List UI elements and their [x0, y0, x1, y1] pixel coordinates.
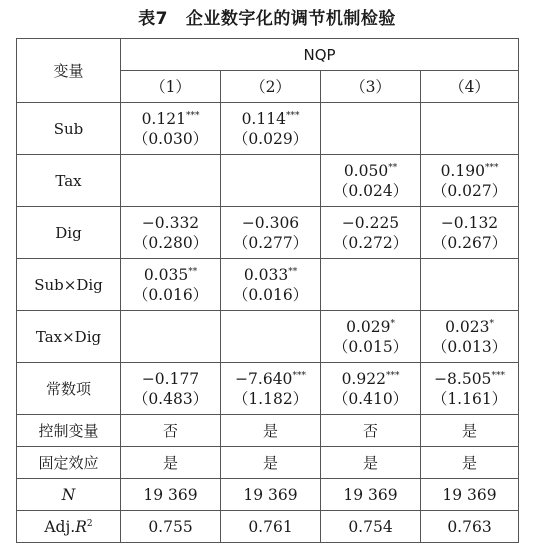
table-row — [17, 207, 519, 259]
cell-value: 是 — [221, 415, 321, 447]
coef-value: 0.190 — [440, 161, 485, 180]
coefficient-cell — [121, 155, 221, 207]
row-label: 常数项 — [17, 363, 121, 415]
table-row — [17, 363, 519, 415]
header-col-4: （4） — [421, 71, 519, 103]
label-sup: 2 — [86, 518, 93, 529]
coef-value: 0.029 — [346, 317, 391, 336]
coefficient-cell — [121, 311, 221, 363]
coefficient-cell — [221, 207, 321, 259]
coef-value: −7.640 — [235, 369, 293, 388]
standard-error: （0.267） — [431, 233, 508, 252]
coefficient-cell — [321, 207, 421, 259]
standard-error: （0.277） — [232, 233, 309, 252]
cell-value: 是 — [121, 447, 221, 479]
coefficient-cell — [321, 363, 421, 415]
row-label: 固定效应 — [17, 447, 121, 479]
coefficient-cell — [221, 103, 321, 155]
table-row — [17, 311, 519, 363]
label-var: R — [75, 517, 87, 536]
standard-error: （0.272） — [332, 233, 409, 252]
cell-value: 是 — [421, 415, 519, 447]
coef-value: 0.050 — [343, 161, 389, 180]
standard-error: （1.182） — [232, 389, 309, 408]
cell-value: 是 — [321, 447, 421, 479]
coefficient-cell — [121, 259, 221, 311]
cell-value: 19 369 — [321, 479, 421, 511]
coef-value: 0.121 — [141, 109, 186, 128]
coef-line — [421, 369, 518, 389]
standard-error: （1.161） — [431, 389, 508, 408]
coefficient-cell — [421, 363, 519, 415]
row-label: Dig — [17, 207, 121, 259]
header-col-2: （2） — [221, 71, 321, 103]
coefficient-cell — [221, 311, 321, 363]
cell-value: 否 — [321, 415, 421, 447]
cell-value: 19 369 — [121, 479, 221, 511]
significance-stars: *** — [285, 110, 300, 121]
coef-line — [421, 317, 518, 337]
standard-error: （0.016） — [232, 285, 309, 304]
coefficient-cell — [221, 259, 321, 311]
coefficient-cell — [421, 311, 519, 363]
coefficient-cell — [121, 363, 221, 415]
coefficient-cell — [421, 155, 519, 207]
coefficient-rows — [17, 103, 519, 415]
coefficient-cell — [321, 311, 421, 363]
coef-line — [321, 213, 420, 233]
row-label: 控制变量 — [17, 415, 121, 447]
coef-value: 0.922 — [341, 369, 386, 388]
table-title — [0, 4, 534, 29]
cell-value: 0.763 — [421, 511, 519, 543]
significance-stars: *** — [385, 370, 400, 381]
significance-stars: *** — [292, 370, 306, 381]
coefficient-cell — [121, 207, 221, 259]
coef-value: 0.114 — [241, 109, 286, 128]
standard-error: （0.483） — [132, 389, 209, 408]
significance-stars: * — [390, 318, 395, 329]
coefficient-cell — [321, 155, 421, 207]
cell-value: 0.761 — [221, 511, 321, 543]
table-caption: 企业数字化的调节机制检验 — [185, 9, 396, 29]
header-variable: 变量 — [17, 39, 121, 103]
coef-line — [321, 161, 420, 181]
standard-error: （0.016） — [132, 285, 209, 304]
row-adj-r2 — [17, 511, 519, 543]
coef-line — [121, 369, 220, 389]
coef-line — [221, 213, 320, 233]
row-label: N — [17, 479, 121, 511]
standard-error: （0.410） — [332, 389, 409, 408]
row-fixed-effects — [17, 447, 519, 479]
coef-line — [421, 213, 518, 233]
standard-error: （0.024） — [332, 181, 409, 200]
significance-stars: ** — [388, 162, 398, 173]
header-col-3: （3） — [321, 71, 421, 103]
coef-line — [421, 161, 518, 181]
coef-line — [321, 317, 420, 337]
coef-line — [221, 369, 320, 389]
row-label: Sub — [17, 103, 121, 155]
standard-error: （0.027） — [431, 181, 508, 200]
significance-stars: *** — [491, 370, 505, 381]
coefficient-cell — [421, 103, 519, 155]
table-row — [17, 155, 519, 207]
coef-value: 0.033 — [243, 265, 289, 284]
label-prefix: Adj. — [44, 517, 76, 536]
standard-error: （0.013） — [431, 337, 508, 356]
coef-line — [221, 265, 320, 285]
cell-value: 19 369 — [221, 479, 321, 511]
coef-line — [221, 109, 320, 129]
row-label: Tax×Dig — [17, 311, 121, 363]
significance-stars: ** — [188, 266, 198, 277]
row-label: Tax — [17, 155, 121, 207]
table-number: 表7 — [138, 9, 168, 29]
cell-value: 0.754 — [321, 511, 421, 543]
coef-value: −0.225 — [341, 213, 400, 232]
cell-value: 否 — [121, 415, 221, 447]
coefficient-cell — [221, 363, 321, 415]
significance-stars: ** — [288, 266, 298, 277]
significance-stars: *** — [185, 110, 200, 121]
standard-error: （0.029） — [232, 129, 309, 148]
coefficient-cell — [421, 259, 519, 311]
standard-error: （0.030） — [132, 129, 209, 148]
significance-stars: *** — [484, 162, 499, 173]
coef-line — [321, 369, 420, 389]
coef-value: −0.306 — [241, 213, 300, 232]
coef-value: −0.332 — [141, 213, 200, 232]
row-label: Sub×Dig — [17, 259, 121, 311]
coef-line — [121, 109, 220, 129]
cell-value: 19 369 — [421, 479, 519, 511]
regression-table — [16, 38, 519, 543]
coef-value: −0.177 — [141, 369, 200, 388]
significance-stars: * — [489, 318, 494, 329]
coef-value: 0.035 — [143, 265, 189, 284]
cell-value: 0.755 — [121, 511, 221, 543]
coefficient-cell — [421, 207, 519, 259]
cell-value: 是 — [221, 447, 321, 479]
table-row — [17, 103, 519, 155]
standard-error: （0.280） — [132, 233, 209, 252]
coef-line — [121, 265, 220, 285]
coef-value: −8.505 — [434, 369, 492, 388]
header-dependent-variable: NQP — [121, 39, 519, 71]
coefficient-cell — [121, 103, 221, 155]
header-col-1: （1） — [121, 71, 221, 103]
coef-line — [121, 213, 220, 233]
coefficient-cell — [321, 259, 421, 311]
cell-value: 是 — [421, 447, 519, 479]
coefficient-cell — [321, 103, 421, 155]
coefficient-cell — [221, 155, 321, 207]
row-controls — [17, 415, 519, 447]
coef-value: 0.023 — [445, 317, 490, 336]
standard-error: （0.015） — [332, 337, 409, 356]
table-row — [17, 259, 519, 311]
coef-value: −0.132 — [440, 213, 499, 232]
row-observations — [17, 479, 519, 511]
row-label — [17, 511, 121, 543]
